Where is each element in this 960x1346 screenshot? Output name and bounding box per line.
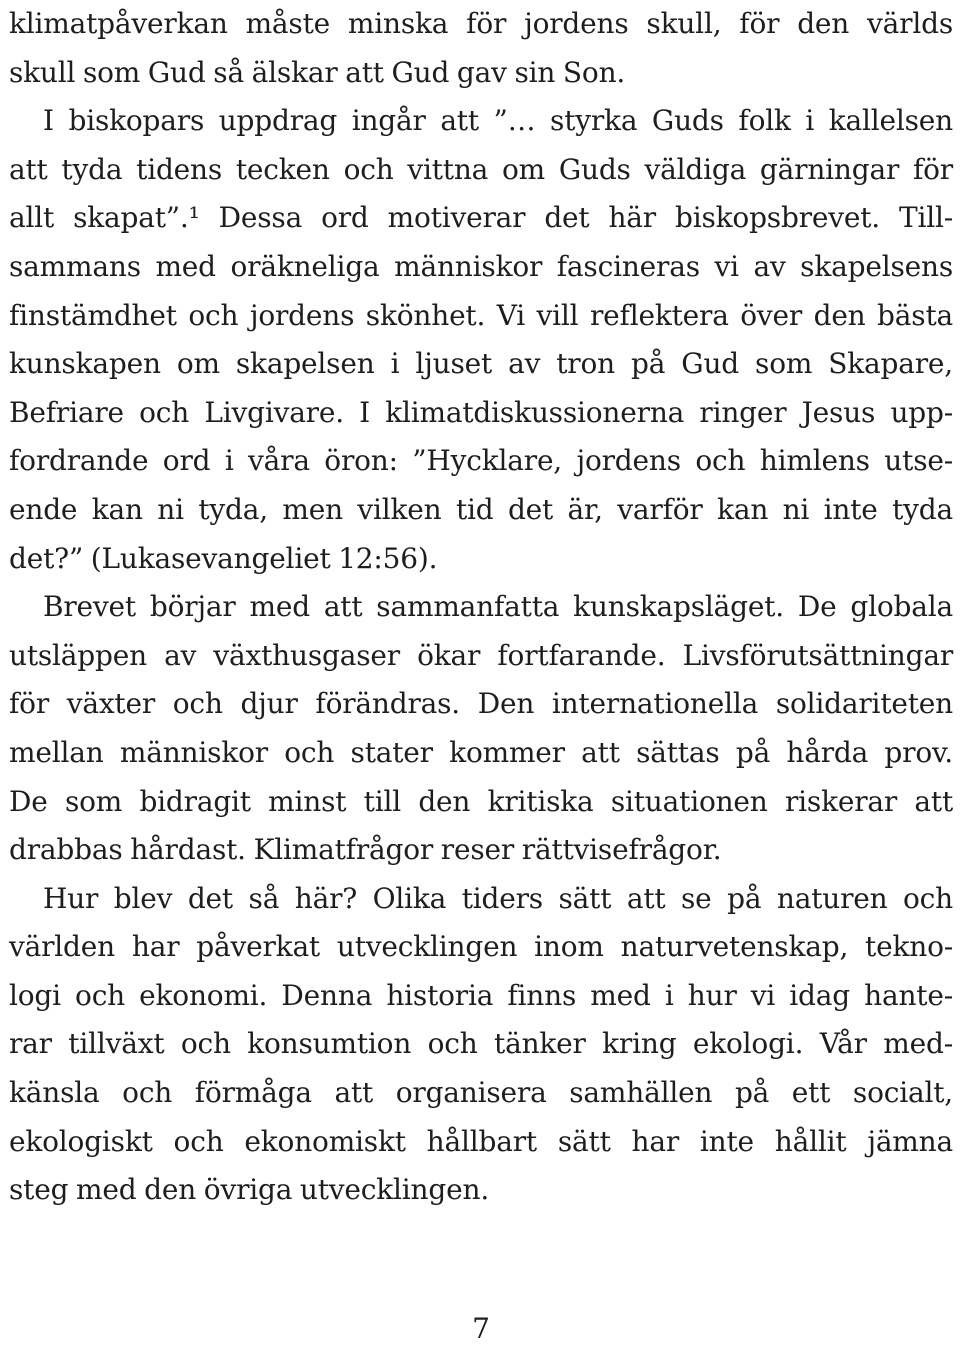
text-line: att tyda tidens tecken och vittna om Guds väldiga gärningar för: [9, 152, 953, 186]
text-line: ekologiskt och ekonomiskt hållbart sätt har inte hållit jämna: [9, 1124, 953, 1158]
text-line: allt skapat”.¹ Dessa ord motiverar det här biskopsbrevet. Till-: [9, 201, 953, 235]
text-line: skull som Gud så älskar att Gud gav sin Son.: [9, 55, 626, 89]
text-line: klimatpåverkan måste minska för jordens skull, för den världs: [9, 7, 953, 40]
document-page: [9, 0, 953, 1346]
text-line: det?” (Lukasevangeliet 12:56).: [9, 541, 438, 575]
text-line: drabbas hårdast. Klimatfrågor reser rättvisefrågor.: [9, 833, 722, 867]
text-line: utsläppen av växthusgaser ökar fortfarande. Livsförutsättningar: [9, 638, 953, 672]
text-line: mellan människor och stater kommer att sättas på hårda prov.: [9, 735, 953, 769]
text-line: logi och ekonomi. Denna historia finns med i hur vi idag hante-: [9, 978, 953, 1012]
text-line: De som bidragit minst till den kritiska situationen riskerar att: [9, 784, 953, 818]
text-line: för växter och djur förändras. Den internationella solidariteten: [9, 687, 953, 721]
text-line: ende kan ni tyda, men vilken tid det är, varför kan ni inte tyda: [9, 492, 953, 526]
text-line: sammans med oräkneliga människor fascineras vi av skapelsens: [9, 249, 953, 283]
text-line: Brevet börjar med att sammanfatta kunskapsläget. De globala: [43, 590, 953, 624]
text-line: kunskapen om skapelsen i ljuset av tron på Gud som Skapare,: [9, 347, 953, 381]
text-line: I biskopars uppdrag ingår att ”… styrka Guds folk i kallelsen: [43, 104, 953, 138]
body-text: [9, 0, 953, 1215]
page-number: 7: [472, 1312, 490, 1345]
text-line: steg med den övriga utvecklingen.: [9, 1173, 490, 1207]
text-line: Hur blev det så här? Olika tiders sätt att se på naturen och: [43, 881, 953, 915]
text-line: Befriare och Livgivare. I klimatdiskussionerna ringer Jesus upp-: [9, 395, 953, 429]
text-line: världen har påverkat utvecklingen inom naturvetenskap, tekno-: [9, 930, 953, 964]
text-line: finstämdhet och jordens skönhet. Vi vill reflektera över den bästa: [9, 298, 953, 332]
text-line: fordrande ord i våra öron: ”Hycklare, jordens och himlens utse-: [9, 444, 953, 478]
text-line: rar tillväxt och konsumtion och tänker kring ekologi. Vår med-: [9, 1027, 953, 1061]
text-line: känsla och förmåga att organisera samhällen på ett socialt,: [9, 1076, 953, 1110]
